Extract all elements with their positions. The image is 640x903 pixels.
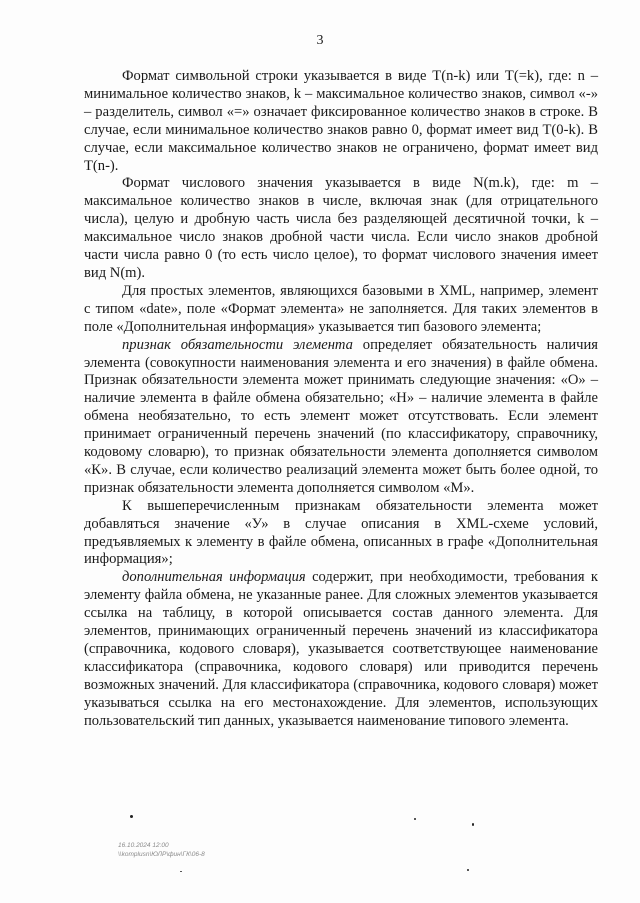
paragraph-text: определяет обязательность наличия элемента (совокупности наименования элемента и его значения) в файле обмена. Признак обязательности элемента может принимать следующие значения: «О» – наличие элемента в файле обмена обязательно; «Н» – наличие элемента в файле обмена необязательно, то есть элемент может отсутствовать. Если элемент принимает ограниченный перечень значений (по классификатору, справочнику, кодовому словарю), то признак обязательности элемента дополняется символом «К». В случае, если количество реализаций элемента может быть более одной, то признак обязательности элемента дополняется символом «М». [84,336,598,496]
footer-path: \\komplusn\ЮЛР\фин\ГК\06-8 [118,850,205,858]
paragraph-text: К вышеперечисленным признакам обязательности элемента может добавляться значение «У» в случае описания в XML-схеме условий, предъявляемых к элементу в файле обмена, описанных в графе «Дополнительная информация»; [84,497,598,568]
paragraph-simple-elements [84,283,598,337]
paragraph-number-format [84,175,598,282]
paragraph-additional-info [84,569,598,730]
scan-speck [467,869,469,871]
document-body [84,68,598,731]
scan-speck [414,818,416,820]
page-number: 3 [316,33,324,48]
paragraph-text: Формат символьной строки указывается в виде T(n-k) или T(=k), где: n – минимальное количество знаков, k – максимальное количество знаков, символ «-» – разделитель, символ «=» означает фиксированное количество знаков в строке. В случае, если минимальное количество знаков равно 0, формат имеет вид T(0-k). В случае, если максимальное количество знаков не ограничено, формат имеет вид T(n-). [84,68,598,174]
scan-speck [472,823,474,826]
scan-speck [130,815,133,818]
term-additional-info: дополнительная информация [122,569,306,586]
paragraph-text: содержит, при необходимости, требования к элементу файла обмена, не указанные ранее. Для сложных элементов указывается ссылка на таблицу, в которой описывается состав данного элемента. Для элементов, принимающих ограниченный перечень значений из классификатора (справочника, кодового словаря), указывается соответствующее наименование классификатора (справочника, кодового словаря) или приводится перечень возможных значений. Для классификатора (справочника, кодового словаря) может указываться ссылка на его местонахождение. Для элементов, использующих пользовательский тип данных, указывается наименование типового элемента. [84,569,598,729]
footer-date: 16.10.2024 12:00 [118,842,169,849]
footer-stamp [118,842,205,859]
paragraph-string-format [84,68,598,175]
paragraph-additional-flag [84,498,598,570]
paragraph-text: Формат числового значения указывается в виде N(m.k), где: m – максимальное количество знаков в числе, включая знак (для отрицательного числа), целую и дробную часть числа без разделяющей десятичной точки, k – максимальное число знаков дробной части числа. Если число знаков дробной части числа равно 0 (то есть число целое), то формат числового значения имеет вид N(m). [84,175,598,281]
term-mandatory-flag: признак обязательности элемента [122,336,353,353]
paragraph-text: Для простых элементов, являющихся базовыми в XML, например, элемент с типом «date», поле «Формат элемента» не заполняется. Для таких элементов в поле «Дополнительная информация» указывается тип базового элемента; [84,282,598,335]
scan-speck [180,871,182,872]
paragraph-mandatory-flag [84,337,598,498]
